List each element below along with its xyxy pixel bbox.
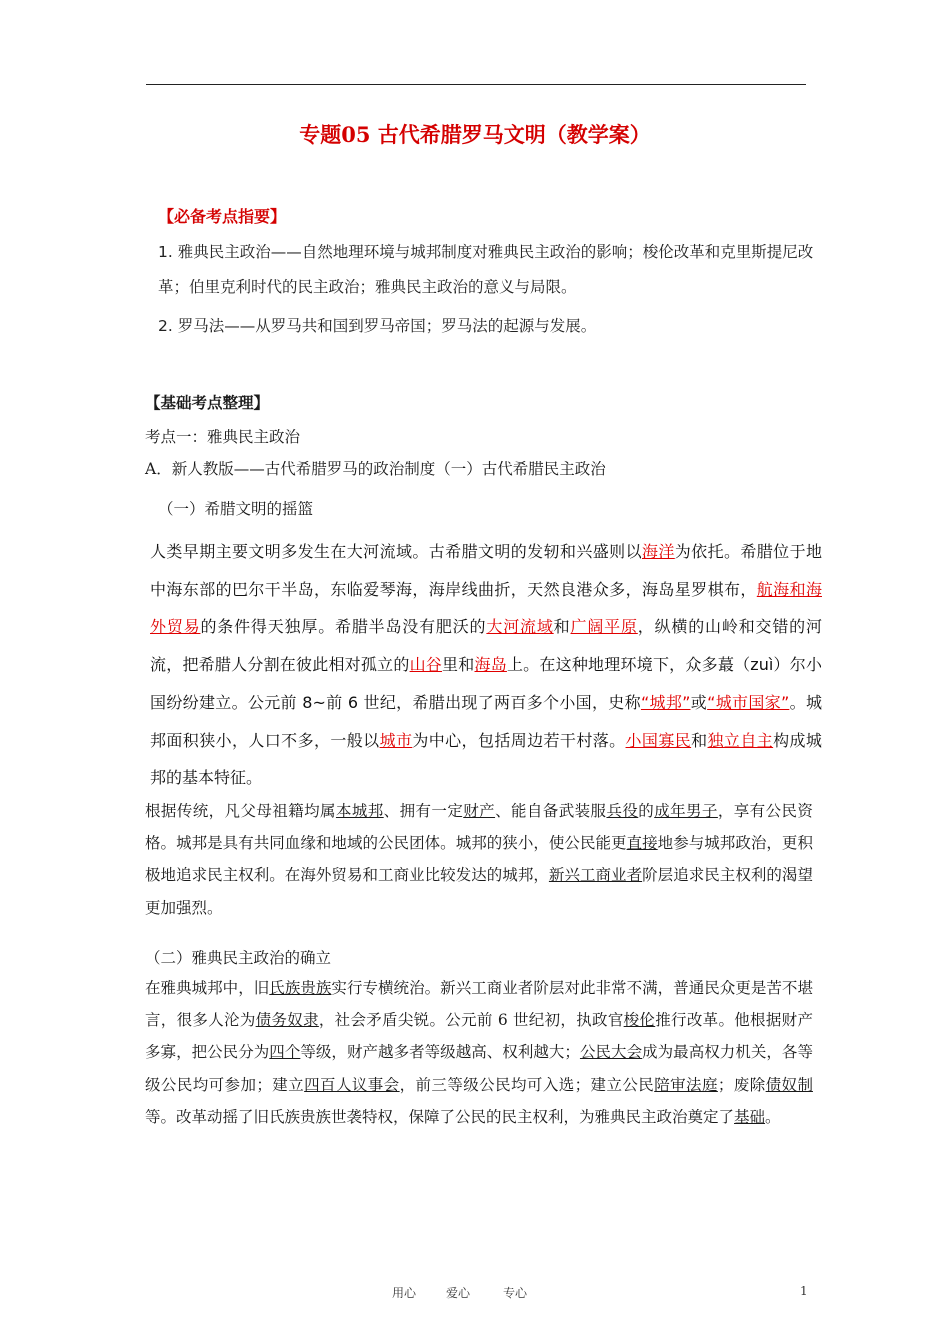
highlight-term: 广阔平原 [570, 617, 638, 637]
underlined-term: 债务奴隶 [255, 1011, 319, 1030]
underlined-term: 公民大会 [579, 1043, 643, 1062]
subsection-establish-heading: （二）雅典民主政治的确立 [145, 949, 332, 967]
highlight-term: 山谷 [409, 655, 443, 675]
point-one-heading: 考点一：雅典民主政治 [145, 428, 301, 446]
underlined-term: 新兴工商业者 [548, 866, 643, 885]
essentials-list [158, 235, 828, 344]
text-run: 地参与城邦政治，更积极地追求民主权利。在海外贸易和工商业比较发达的城邦， [145, 834, 813, 885]
highlight-term: 海洋 [641, 542, 675, 561]
text-run: 人类早期主要文明多发生在大河流域。古希腊文明的发轫和兴盛则以 [150, 542, 642, 561]
text-run: 构成城邦的基本特征。 [150, 730, 822, 788]
subsection-cradle-heading: （一）希腊文明的摇篮 [158, 500, 314, 518]
underlined-term: 直接 [626, 834, 658, 853]
text-run: ，纵横的山岭和交错的河流，把希腊人分割在彼此相对孤立的 [150, 617, 822, 675]
page-number: 1 [800, 1284, 808, 1298]
highlight-term: 海岛 [474, 655, 507, 675]
underlined-term: 氏族贵族 [269, 979, 332, 997]
text-run: 上。在这种地理环境下，众多蕞（zuì）尔小国纷纷建立。公元前 8~前 6 世纪，希腊出现了两百多个小国，史称 [150, 655, 822, 712]
underlined-term: 成年男子 [654, 802, 718, 820]
cradle-paragraph [150, 533, 822, 797]
text-run: 的 [638, 802, 655, 820]
section-a-heading: A．新人教版——古代希腊罗马的政治制度（一）古代希腊民主政治 [145, 460, 606, 478]
highlight-term: 大河流域 [486, 617, 554, 637]
footer-motto-heart: 用心 [392, 1286, 417, 1300]
underlined-term: 陪审法庭 [654, 1075, 718, 1094]
text-run: 。 [765, 1107, 781, 1126]
text-run: 成为最高权力机关，各等级公民均可参加；建立 [145, 1043, 813, 1094]
underlined-term: 兵役 [606, 802, 639, 820]
text-run: 推行改革。他根据财产多寡，把公民分为 [145, 1011, 813, 1062]
footer-motto-love: 爱心 [446, 1286, 471, 1300]
text-run: 或 [690, 692, 708, 712]
highlight-term: “城市国家” [707, 692, 790, 712]
text-run: 为依托。希腊位于地中海东部的巴尔干半岛，东临爱琴海，海岸线曲折，天然良港众多，海岛星罗棋布， [150, 542, 822, 599]
establish-paragraph [145, 972, 813, 1133]
highlight-term: 独立自主 [707, 730, 774, 750]
underlined-term: 基础 [734, 1107, 766, 1126]
page-title: 专题05 古代希腊罗马文明（教学案） [299, 122, 651, 147]
text-run: ，前三等级公民均可入选；建立公民 [399, 1075, 655, 1094]
highlight-term: “城邦” [640, 692, 691, 712]
highlight-term: 小国寡民 [625, 730, 692, 750]
underlined-term: 财产 [463, 802, 496, 820]
item-text: 雅典民主政治——自然地理环境与城邦制度对雅典民主政治的影响；梭伦改革和克里斯提尼改革；伯里克利时代的民主政治；雅典民主政治的意义与局限。 [158, 243, 814, 296]
highlight-term: 航海和海外贸易 [150, 579, 822, 637]
text-run: ，社会矛盾尖锐。公元前 6 世纪初，执政官 [318, 1011, 624, 1030]
text-run: 。城邦面积狭小，人口不多，一般以 [150, 692, 822, 750]
text-run: 、拥有一定 [383, 802, 464, 820]
item-text: 罗马法——从罗马共和国到罗马帝国；罗马法的起源与发展。 [177, 317, 597, 335]
item-number: 2. [158, 317, 173, 335]
text-run: 里和 [442, 655, 475, 675]
underlined-term: 四个 [269, 1043, 301, 1062]
text-run: 的条件得天独厚。希腊半岛没有肥沃的 [200, 617, 487, 637]
text-run: ，享有公民资格。城邦是具有共同血缘和地域的公民团体。城邦的狭小，使公民能更 [145, 802, 813, 853]
basics-heading: 【基础考点整理】 [145, 393, 270, 412]
text-run: 阶层追求民主权利的渴望更加强烈。 [145, 866, 813, 917]
highlight-term: 城市 [379, 730, 413, 750]
underlined-term: 本城邦 [335, 802, 384, 820]
item-number: 1. [158, 243, 173, 261]
text-run: 和 [553, 617, 571, 637]
tradition-paragraph [145, 795, 813, 924]
header-rule [146, 84, 806, 85]
text-run: 和 [691, 730, 708, 750]
footer-motto-focus: 专心 [503, 1286, 528, 1300]
essentials-item [158, 309, 828, 344]
text-run: ；废除 [717, 1075, 766, 1094]
text-run: 实行专横统治。新兴工商业者阶层对此非常不满，普通民众更是苦不堪言，很多人沦为 [145, 979, 813, 1030]
text-run: 、能自备武装服 [495, 802, 607, 820]
essentials-item [158, 235, 828, 305]
underlined-term: 四百人议事会 [304, 1075, 400, 1094]
text-run: 等级，财产越多者等级越高、权利越大； [300, 1043, 580, 1062]
essentials-heading: 【必备考点指要】 [158, 207, 287, 226]
text-run: 为中心，包括周边若干村落。 [412, 730, 626, 750]
text-run: 根据传统，凡父母祖籍均属 [145, 802, 336, 820]
underlined-term: 梭伦 [623, 1011, 656, 1030]
underlined-term: 债奴制 [765, 1075, 813, 1094]
text-run: 等。改革动摇了旧氏族贵族世袭特权，保障了公民的民主权利，为雅典民主政治奠定了 [145, 1107, 735, 1126]
text-run: 在雅典城邦中，旧 [145, 979, 270, 997]
